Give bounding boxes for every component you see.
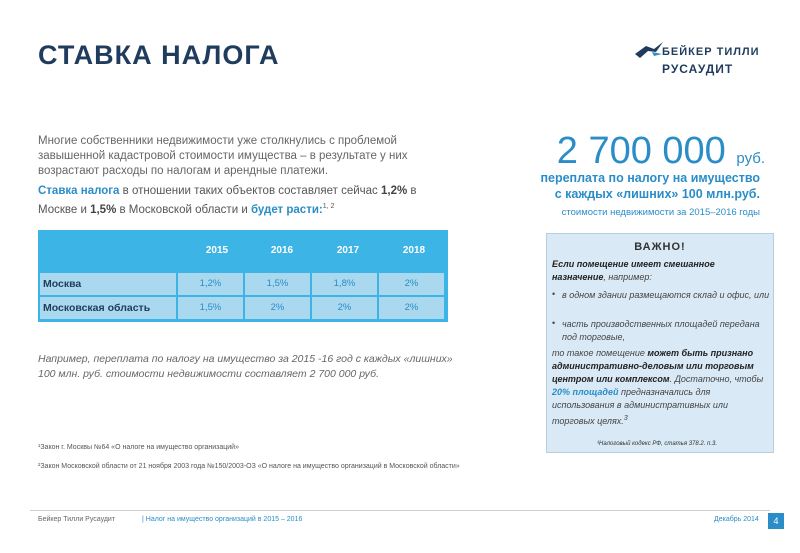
bullet-icon: •	[552, 318, 556, 328]
logo-line1: БЕЙКЕР ТИЛЛИ	[662, 46, 760, 58]
rate-region: 1,5%	[90, 203, 117, 216]
overpay-line1: переплата по налогу на имущество	[540, 171, 760, 185]
rate-sup: 1, 2	[322, 203, 335, 210]
period-text: стоимости недвижимости за 2015–2016 годы	[561, 207, 760, 218]
year-header: 2016	[270, 245, 294, 256]
big-number	[480, 130, 765, 173]
footnote-1: ¹Закон г. Москвы №64 «О налоге на имущество организаций»	[38, 444, 239, 451]
bullet-item: в одном здании размещаются склад и офис, или	[562, 290, 770, 300]
page-title: СТАВКА НАЛОГА	[38, 40, 280, 70]
big-unit: руб.	[736, 150, 765, 167]
row-label: Московская область	[40, 297, 176, 319]
rate-mid2: в Москве и	[38, 185, 417, 216]
rate-moscow: 1,2%	[380, 185, 408, 197]
overpay-text	[470, 170, 760, 202]
important-heading: ВАЖНО!	[634, 241, 686, 253]
table-cell: 1,2%	[178, 273, 243, 295]
important-body	[552, 347, 770, 428]
year-header: 2018	[402, 245, 426, 256]
footer-topic: | Налог на имущество организаций в 2015 – 2016	[142, 516, 303, 523]
rate-mid3: в Московской области и	[116, 203, 251, 216]
important-source: ³Налоговый кодекс РФ, статья 378.2. п.3.	[597, 441, 718, 447]
company-logo	[634, 38, 774, 82]
table-row	[40, 273, 446, 295]
important-intro	[552, 258, 770, 284]
rate-lead: Ставка налога	[38, 185, 120, 197]
table-cell: 2%	[245, 297, 310, 319]
page-number: 4	[768, 513, 784, 529]
overpay-line2: с каждых «лишних» 100 млн.руб.	[554, 187, 760, 201]
rate-tail: будет расти:	[250, 203, 323, 216]
table-cell: 2%	[312, 297, 377, 319]
table-cell: 1,5%	[178, 297, 243, 319]
footer-divider	[30, 510, 770, 511]
table-cell: 2%	[379, 297, 444, 319]
bullet-item: часть производственных площадей передана под торговые,	[562, 319, 760, 342]
example-text: Например, переплата по налогу на имущество за 2015 -16 год с каждых «лишних» 100 млн. руб. стоимости недвижимости составляет 2 700 000 руб.	[38, 353, 453, 380]
bird-logo-icon	[634, 40, 664, 62]
body-part: . Достаточно, чтобы	[669, 374, 764, 384]
footnote-2: ²Закон Московской области от 21 ноября 2003 года №150/2003-ОЗ «О налоге на имущество организаций в Московской области»	[38, 463, 460, 470]
year-header: 2015	[205, 245, 229, 256]
table-cell: 2%	[379, 273, 444, 295]
body-sup: 3	[623, 415, 628, 422]
year-header: 2017	[336, 245, 360, 256]
rate-mid: в отношении таких объектов составляет сейчас	[119, 185, 381, 197]
body-bold: может быть признано административно-деловым или торговым центром или комплексом	[552, 348, 754, 384]
rate-table	[38, 230, 448, 322]
body-highlight: 20% площадей	[552, 387, 619, 397]
body-part: предназначались для использования в административных или торговых целях.	[552, 387, 729, 426]
footer-date: Декабрь 2014	[714, 516, 759, 523]
bullet-icon: •	[552, 289, 556, 299]
intro-text: Многие собственники недвижимости уже столкнулись с проблемой завышенной кадастровой стоимости имущества – в результате у них возрастают расходы по налогам и арендные платежи.	[38, 135, 408, 177]
logo-line2: РУСАУДИТ	[662, 62, 734, 76]
body-part: то такое помещение	[552, 348, 648, 358]
table-row	[40, 297, 446, 319]
important-box	[546, 233, 774, 453]
important-intro-rest: , например:	[603, 272, 652, 282]
table-cell: 1,5%	[245, 273, 310, 295]
table-cell: 1,8%	[312, 273, 377, 295]
footer-company: Бейкер Тилли Русаудит	[38, 516, 116, 523]
rate-text	[38, 183, 448, 218]
important-intro-bold: Если помещение имеет смешанное назначение	[552, 259, 715, 282]
big-value: 2 700 000	[556, 130, 726, 172]
row-label: Москва	[40, 273, 176, 295]
